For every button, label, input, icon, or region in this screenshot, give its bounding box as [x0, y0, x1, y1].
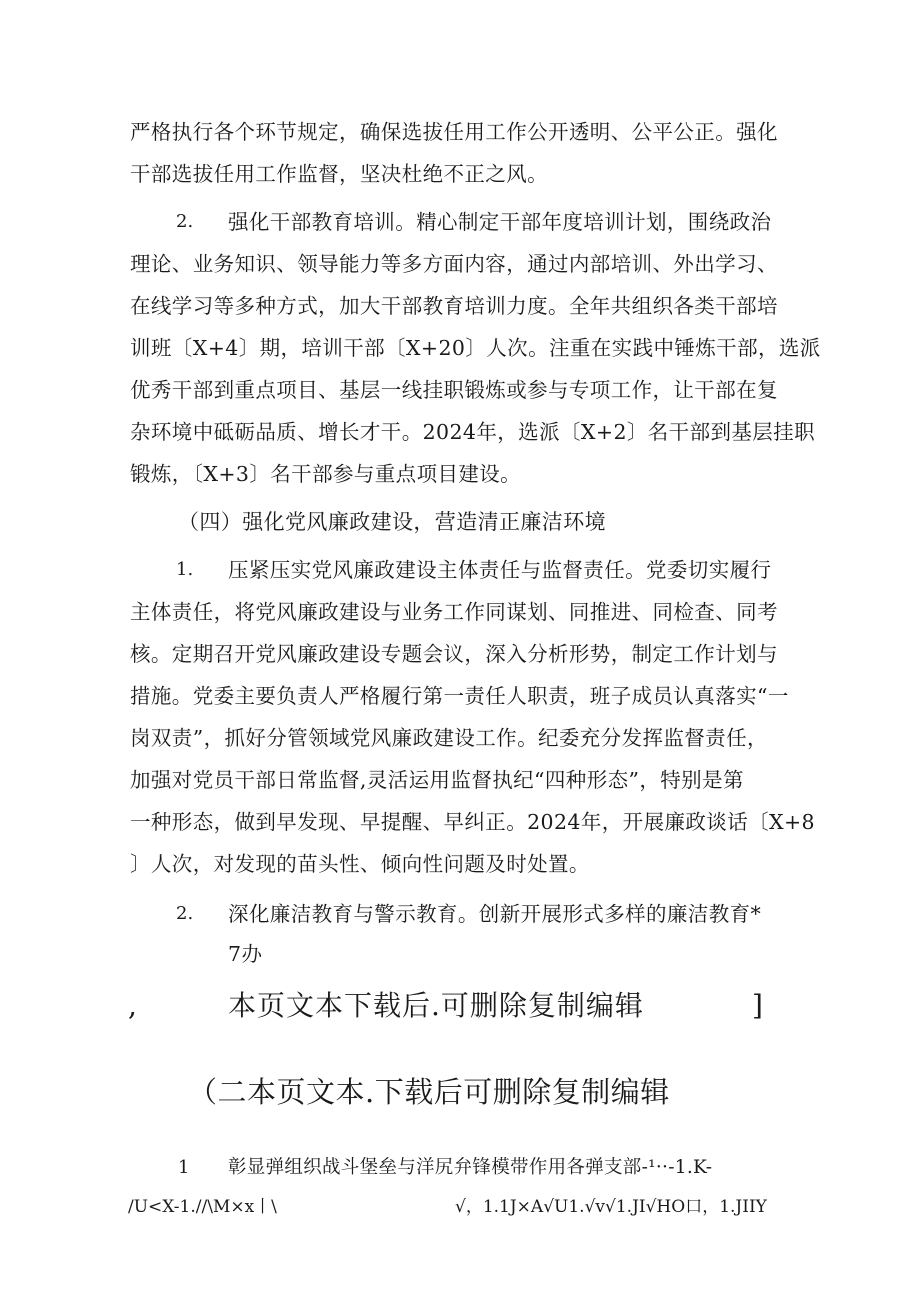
- garbled-line: /U<X-1.//\M×x丨\: [128, 1197, 277, 1217]
- paragraph-line: 理论、业务知识、领导能力等多方面内容，通过内部培训、外出学习、: [130, 252, 778, 276]
- paragraph-line: 深化廉洁教育与警示教育。创新开展形式多样的廉洁教育*: [228, 902, 762, 926]
- paragraph-line: 加强对党员干部日常监督,灵活运用监督执纪“四种形态”，特别是第: [130, 768, 744, 792]
- download-notice: 本页文本下载后.可删除复制编辑: [228, 989, 644, 1022]
- paragraph-line: 一种形态，做到早发现、早提醒、早纠正。2024年，开展廉政谈话〔X+8: [130, 810, 815, 834]
- download-notice: （二本页文本.下载后可删除复制编辑: [188, 1075, 670, 1109]
- paragraph-line: 核。定期召开党风廉政建设专题会议，深入分析形势，制定工作计划与: [130, 642, 778, 666]
- garbled-line: 彰显弹组织战斗堡垒与洋尻弁锋模带作用各弹支部-¹··-1.K-: [228, 1157, 713, 1178]
- notice-bracket: ]: [752, 989, 764, 1022]
- list-number: 1: [178, 1157, 190, 1178]
- paragraph-line: 干部选拔任用工作监督，坚决杜绝不正之风。: [130, 162, 548, 186]
- paragraph-line: 主体责任，将党风廉政建设与业务工作同谋划、同推进、同检查、同考: [130, 600, 778, 624]
- paragraph-line: 优秀干部到重点项目、基层一线挂职锻炼或参与专项工作，让干部在复: [130, 378, 778, 402]
- garbled-line: √，1.1J×A√U1.√v√1.JI√HO口，1.JIIY: [455, 1197, 767, 1217]
- list-number: 2.: [176, 903, 194, 924]
- paragraph-line: 措施。党委主要负责人严格履行第一责任人职责，班子成员认真落实“一: [130, 684, 789, 708]
- paragraph-line: 压紧压实党风廉政建设主体责任与监督责任。党委切实履行: [228, 558, 772, 582]
- paragraph-line: 杂环境中砥砺品质、增长才干。2024年，选派〔X+2〕名干部到基层挂职: [130, 420, 815, 444]
- paragraph-line: 在线学习等多种方式，加大干部教育培训力度。全年共组织各类干部培: [130, 294, 778, 318]
- paragraph-line: 〕人次，对发现的苗头性、倾向性问题及时处置。: [130, 852, 590, 876]
- list-number: 1.: [176, 559, 194, 580]
- notice-comma: ,: [128, 989, 138, 1022]
- list-number: 2.: [176, 211, 194, 232]
- paragraph-line: 7办: [228, 942, 263, 966]
- paragraph-line: 强化干部教育培训。精心制定干部年度培训计划，围绕政治: [228, 210, 772, 234]
- paragraph-line: 严格执行各个环节规定，确保选拔任用工作公开透明、公平公正。强化: [130, 120, 778, 144]
- section-heading: （四）强化党风廉政建设，营造清正廉洁环境: [178, 510, 606, 534]
- paragraph-line: 训班〔X+4〕期，培训干部〔X+20〕人次。注重在实践中锤炼干部，选派: [130, 336, 821, 360]
- paragraph-line: 岗双责”，抓好分管领域党风廉政建设工作。纪委充分发挥监督责任，: [130, 726, 768, 750]
- paragraph-line: 锻炼，〔X+3〕名干部参与重点项目建设。: [130, 462, 522, 486]
